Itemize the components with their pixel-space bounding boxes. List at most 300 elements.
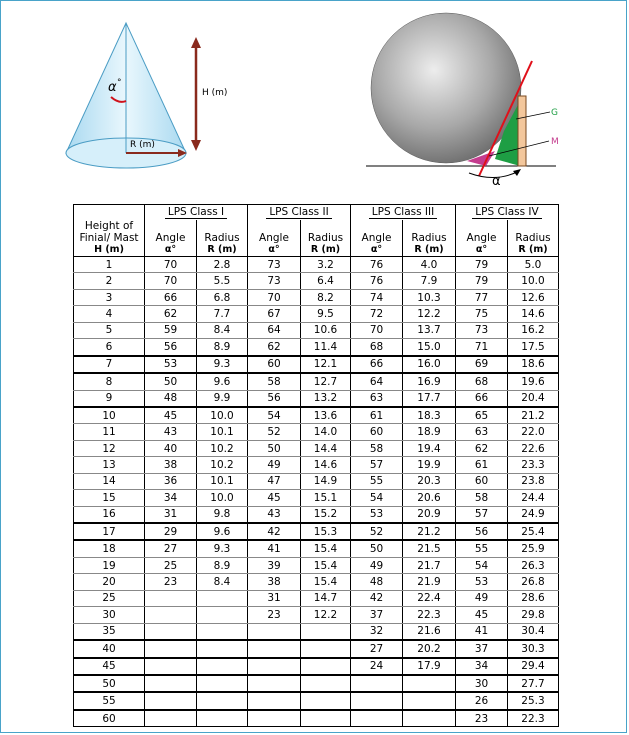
angle-cell: 62 <box>456 440 508 456</box>
table-row <box>74 273 559 289</box>
radius-cell: 21.7 <box>403 557 456 573</box>
radius-cell: 9.6 <box>197 523 248 540</box>
radius-cell: 10.3 <box>403 289 456 305</box>
angle-cell: 50 <box>248 440 301 456</box>
radius-cell: 8.4 <box>197 574 248 590</box>
angle-cell <box>248 675 301 692</box>
angle-cell: 76 <box>351 257 403 273</box>
radius-cell <box>301 658 351 675</box>
angle-cell <box>248 623 301 640</box>
radius-cell <box>403 710 456 727</box>
radius-cell <box>403 675 456 692</box>
angle-cell: 45 <box>456 607 508 623</box>
radius-cell: 16.9 <box>403 373 456 390</box>
table-row <box>74 623 559 640</box>
radius-cell <box>197 658 248 675</box>
angle-cell: 67 <box>248 306 301 322</box>
angle-cell: 27 <box>351 640 403 657</box>
table-row <box>74 390 559 407</box>
angle-cell <box>145 658 197 675</box>
cone-diagram <box>66 23 227 168</box>
angle-cell: 30 <box>456 675 508 692</box>
angle-cell: 47 <box>248 473 301 489</box>
angle-header: Angle <box>456 220 508 244</box>
angle-cell: 68 <box>456 373 508 390</box>
angle-cell: 68 <box>351 339 403 356</box>
radius-cell: 15.4 <box>301 557 351 573</box>
angle-cell <box>248 692 301 709</box>
angle-cell: 55 <box>351 473 403 489</box>
radius-cell: 13.6 <box>301 407 351 424</box>
angle-cell: 34 <box>145 490 197 506</box>
radius-cell: 11.4 <box>301 339 351 356</box>
radius-cell: 21.2 <box>403 523 456 540</box>
radius-cell: 21.5 <box>403 540 456 557</box>
angle-cell: 62 <box>248 339 301 356</box>
angle-cell: 53 <box>145 356 197 373</box>
lps-table <box>73 204 559 727</box>
angle-cell: 25 <box>145 557 197 573</box>
table-row <box>74 540 559 557</box>
radius-header: Radius <box>301 220 351 244</box>
radius-cell: 8.9 <box>197 557 248 573</box>
angle-cell: 79 <box>456 257 508 273</box>
radius-cell: 2.8 <box>197 257 248 273</box>
height-cell: 45 <box>74 658 145 675</box>
radius-cell: 26.8 <box>508 574 559 590</box>
angle-header: Angle <box>145 220 197 244</box>
angle-cell <box>351 675 403 692</box>
angle-cell: 43 <box>248 506 301 523</box>
table-row <box>74 710 559 727</box>
diagrams <box>1 1 628 201</box>
angle-cell: 31 <box>145 506 197 523</box>
radius-header: Radius <box>508 220 559 244</box>
radius-cell: 19.9 <box>403 457 456 473</box>
radius-cell: 18.6 <box>508 356 559 373</box>
angle-cell: 70 <box>145 257 197 273</box>
radius-unit: R (m) <box>508 244 559 257</box>
angle-cell: 40 <box>145 440 197 456</box>
radius-cell: 10.1 <box>197 424 248 440</box>
angle-unit: α° <box>145 244 197 257</box>
angle-cell: 58 <box>248 373 301 390</box>
height-cell: 6 <box>74 339 145 356</box>
angle-cell: 60 <box>351 424 403 440</box>
class-header: LPS Class III <box>351 205 456 221</box>
angle-cell: 31 <box>248 590 301 606</box>
radius-cell: 21.2 <box>508 407 559 424</box>
angle-cell: 49 <box>351 557 403 573</box>
angle-cell: 45 <box>145 407 197 424</box>
radius-cell: 14.7 <box>301 590 351 606</box>
angle-cell: 43 <box>145 424 197 440</box>
radius-cell <box>197 640 248 657</box>
radius-cell: 15.4 <box>301 574 351 590</box>
angle-cell: 74 <box>351 289 403 305</box>
height-cell: 9 <box>74 390 145 407</box>
radius-cell: 10.0 <box>197 490 248 506</box>
angle-cell: 70 <box>248 289 301 305</box>
radius-cell: 9.8 <box>197 506 248 523</box>
angle-cell: 49 <box>248 457 301 473</box>
radius-unit: R (m) <box>301 244 351 257</box>
height-cell: 10 <box>74 407 145 424</box>
angle-cell: 53 <box>456 574 508 590</box>
angle-cell: 73 <box>456 322 508 338</box>
table-row <box>74 607 559 623</box>
radius-cell: 10.6 <box>301 322 351 338</box>
angle-cell: 73 <box>248 257 301 273</box>
angle-cell: 36 <box>145 473 197 489</box>
radius-cell: 6.4 <box>301 273 351 289</box>
radius-cell: 23.8 <box>508 473 559 489</box>
angle-cell: 50 <box>145 373 197 390</box>
height-cell: 14 <box>74 473 145 489</box>
radius-cell: 22.3 <box>508 710 559 727</box>
angle-cell <box>145 623 197 640</box>
angle-cell: 38 <box>248 574 301 590</box>
angle-unit: α° <box>456 244 508 257</box>
height-cell: 15 <box>74 490 145 506</box>
table-row <box>74 289 559 305</box>
height-cell: 60 <box>74 710 145 727</box>
radius-label: R (m) <box>130 140 155 150</box>
radius-cell: 30.3 <box>508 640 559 657</box>
radius-cell: 20.2 <box>403 640 456 657</box>
radius-cell: 20.3 <box>403 473 456 489</box>
radius-cell <box>301 692 351 709</box>
height-unit: H (m) <box>74 244 145 257</box>
radius-cell: 9.5 <box>301 306 351 322</box>
cone-degree-mark: ° <box>117 78 122 88</box>
height-cell: 4 <box>74 306 145 322</box>
angle-cell: 56 <box>145 339 197 356</box>
table-row <box>74 574 559 590</box>
sphere-diagram <box>366 13 559 189</box>
angle-cell: 62 <box>145 306 197 322</box>
angle-cell: 37 <box>351 607 403 623</box>
height-cell: 1 <box>74 257 145 273</box>
angle-cell: 57 <box>351 457 403 473</box>
angle-cell: 49 <box>456 590 508 606</box>
table-row <box>74 658 559 675</box>
radius-cell: 10.2 <box>197 440 248 456</box>
radius-cell: 15.4 <box>301 540 351 557</box>
height-cell: 13 <box>74 457 145 473</box>
table-row <box>74 692 559 709</box>
radius-cell <box>301 710 351 727</box>
angle-unit: α° <box>351 244 403 257</box>
angle-cell: 66 <box>145 289 197 305</box>
radius-cell: 24.4 <box>508 490 559 506</box>
height-cell: 55 <box>74 692 145 709</box>
angle-cell: 61 <box>456 457 508 473</box>
radius-cell: 10.1 <box>197 473 248 489</box>
angle-cell <box>145 590 197 606</box>
radius-cell: 23.3 <box>508 457 559 473</box>
angle-cell: 56 <box>248 390 301 407</box>
angle-cell: 58 <box>351 440 403 456</box>
table-row <box>74 424 559 440</box>
table-row <box>74 322 559 338</box>
angle-cell: 59 <box>145 322 197 338</box>
radius-cell: 7.7 <box>197 306 248 322</box>
angle-cell <box>145 710 197 727</box>
radius-cell: 13.2 <box>301 390 351 407</box>
table-row <box>74 523 559 540</box>
height-cell: 16 <box>74 506 145 523</box>
angle-cell: 65 <box>456 407 508 424</box>
angle-cell: 23 <box>248 607 301 623</box>
height-label: H (m) <box>202 88 228 98</box>
table-row <box>74 557 559 573</box>
angle-cell: 53 <box>351 506 403 523</box>
g-label: G <box>551 108 558 118</box>
angle-cell <box>351 692 403 709</box>
radius-cell: 14.0 <box>301 424 351 440</box>
angle-cell: 48 <box>351 574 403 590</box>
radius-unit: R (m) <box>403 244 456 257</box>
radius-cell <box>197 623 248 640</box>
height-header <box>74 220 145 244</box>
radius-cell: 6.8 <box>197 289 248 305</box>
angle-cell: 64 <box>248 322 301 338</box>
angle-cell: 79 <box>456 273 508 289</box>
height-cell: 8 <box>74 373 145 390</box>
radius-cell: 10.0 <box>197 407 248 424</box>
angle-cell: 38 <box>145 457 197 473</box>
angle-cell: 54 <box>248 407 301 424</box>
angle-cell: 45 <box>248 490 301 506</box>
radius-cell: 28.6 <box>508 590 559 606</box>
angle-cell: 61 <box>351 407 403 424</box>
angle-cell <box>145 607 197 623</box>
radius-cell: 14.6 <box>508 306 559 322</box>
height-cell: 7 <box>74 356 145 373</box>
table-row <box>74 506 559 523</box>
table-row <box>74 339 559 356</box>
radius-cell: 19.4 <box>403 440 456 456</box>
table-row <box>74 306 559 322</box>
radius-cell <box>197 710 248 727</box>
class-header: LPS Class I <box>145 205 248 221</box>
angle-cell: 58 <box>456 490 508 506</box>
angle-cell: 50 <box>351 540 403 557</box>
radius-cell <box>197 675 248 692</box>
radius-cell: 17.7 <box>403 390 456 407</box>
radius-cell: 25.4 <box>508 523 559 540</box>
angle-cell: 70 <box>145 273 197 289</box>
angle-cell: 56 <box>456 523 508 540</box>
radius-cell: 15.0 <box>403 339 456 356</box>
radius-cell: 14.4 <box>301 440 351 456</box>
radius-cell: 9.3 <box>197 356 248 373</box>
table-row <box>74 457 559 473</box>
angle-cell: 41 <box>248 540 301 557</box>
m-label: M <box>551 137 559 147</box>
radius-cell: 8.2 <box>301 289 351 305</box>
table-row <box>74 356 559 373</box>
radius-cell: 15.1 <box>301 490 351 506</box>
angle-unit: α° <box>248 244 301 257</box>
angle-cell <box>351 710 403 727</box>
angle-cell: 52 <box>351 523 403 540</box>
radius-cell: 10.0 <box>508 273 559 289</box>
radius-cell: 12.6 <box>508 289 559 305</box>
angle-cell: 73 <box>248 273 301 289</box>
height-cell: 30 <box>74 607 145 623</box>
radius-cell <box>301 675 351 692</box>
radius-cell <box>197 607 248 623</box>
radius-cell: 16.0 <box>403 356 456 373</box>
radius-cell: 20.4 <box>508 390 559 407</box>
table-row <box>74 675 559 692</box>
radius-cell: 24.9 <box>508 506 559 523</box>
table-row <box>74 590 559 606</box>
height-cell: 35 <box>74 623 145 640</box>
radius-cell: 14.6 <box>301 457 351 473</box>
angle-cell: 63 <box>456 424 508 440</box>
angle-cell: 52 <box>248 424 301 440</box>
class-header-row <box>74 205 559 221</box>
radius-cell: 22.6 <box>508 440 559 456</box>
height-cell: 40 <box>74 640 145 657</box>
radius-cell: 7.9 <box>403 273 456 289</box>
table-row <box>74 407 559 424</box>
angle-cell: 66 <box>456 390 508 407</box>
radius-cell: 20.6 <box>403 490 456 506</box>
angle-cell: 41 <box>456 623 508 640</box>
angle-cell: 24 <box>351 658 403 675</box>
angle-cell: 72 <box>351 306 403 322</box>
radius-cell: 12.2 <box>301 607 351 623</box>
angle-cell: 34 <box>456 658 508 675</box>
radius-cell <box>301 640 351 657</box>
angle-cell: 60 <box>248 356 301 373</box>
angle-cell: 55 <box>456 540 508 557</box>
height-cell: 3 <box>74 289 145 305</box>
height-cell: 2 <box>74 273 145 289</box>
table-row <box>74 490 559 506</box>
angle-cell: 32 <box>351 623 403 640</box>
radius-cell: 17.9 <box>403 658 456 675</box>
radius-cell: 30.4 <box>508 623 559 640</box>
radius-cell: 15.3 <box>301 523 351 540</box>
radius-cell <box>197 590 248 606</box>
angle-cell <box>145 640 197 657</box>
sphere-angle-label: α <box>492 174 501 189</box>
height-cell: 17 <box>74 523 145 540</box>
angle-cell: 75 <box>456 306 508 322</box>
angle-cell: 48 <box>145 390 197 407</box>
angle-cell: 23 <box>456 710 508 727</box>
radius-cell: 9.9 <box>197 390 248 407</box>
radius-cell: 18.9 <box>403 424 456 440</box>
radius-cell: 19.6 <box>508 373 559 390</box>
table-row <box>74 257 559 273</box>
radius-cell <box>197 692 248 709</box>
radius-cell: 21.6 <box>403 623 456 640</box>
angle-cell: 70 <box>351 322 403 338</box>
height-header-blank <box>74 205 145 221</box>
height-header-line: Height of <box>84 220 134 232</box>
angle-cell <box>145 675 197 692</box>
radius-unit: R (m) <box>197 244 248 257</box>
radius-cell: 22.0 <box>508 424 559 440</box>
radius-cell: 15.2 <box>301 506 351 523</box>
radius-cell: 10.2 <box>197 457 248 473</box>
height-arrowhead-top <box>191 37 201 48</box>
radius-cell: 26.3 <box>508 557 559 573</box>
class-header: LPS Class IV <box>456 205 559 221</box>
height-cell: 20 <box>74 574 145 590</box>
radius-cell: 25.3 <box>508 692 559 709</box>
angle-cell <box>145 692 197 709</box>
radius-cell: 8.9 <box>197 339 248 356</box>
radius-header: Radius <box>403 220 456 244</box>
radius-cell: 5.0 <box>508 257 559 273</box>
radius-cell: 12.1 <box>301 356 351 373</box>
sphere-angle-arrowhead <box>513 169 521 176</box>
angle-cell: 29 <box>145 523 197 540</box>
radius-cell: 17.5 <box>508 339 559 356</box>
table-row <box>74 640 559 657</box>
radius-cell: 29.8 <box>508 607 559 623</box>
angle-cell: 23 <box>145 574 197 590</box>
radius-cell: 29.4 <box>508 658 559 675</box>
angle-cell: 64 <box>351 373 403 390</box>
angle-cell <box>248 658 301 675</box>
angle-cell: 76 <box>351 273 403 289</box>
angle-cell: 39 <box>248 557 301 573</box>
angle-cell: 37 <box>456 640 508 657</box>
radius-cell: 14.9 <box>301 473 351 489</box>
angle-cell: 69 <box>456 356 508 373</box>
radius-header: Radius <box>197 220 248 244</box>
radius-cell: 13.7 <box>403 322 456 338</box>
angle-cell: 42 <box>248 523 301 540</box>
table-row <box>74 440 559 456</box>
radius-cell: 16.2 <box>508 322 559 338</box>
radius-cell: 12.7 <box>301 373 351 390</box>
table-row <box>74 473 559 489</box>
height-cell: 12 <box>74 440 145 456</box>
angle-header: Angle <box>248 220 301 244</box>
table-row <box>74 373 559 390</box>
class-header: LPS Class II <box>248 205 351 221</box>
radius-cell: 3.2 <box>301 257 351 273</box>
angle-cell: 57 <box>456 506 508 523</box>
radius-cell: 8.4 <box>197 322 248 338</box>
mast <box>518 96 526 166</box>
height-cell: 5 <box>74 322 145 338</box>
radius-cell: 12.2 <box>403 306 456 322</box>
angle-cell <box>248 640 301 657</box>
height-arrowhead-bottom <box>191 140 201 151</box>
angle-cell: 27 <box>145 540 197 557</box>
radius-cell: 5.5 <box>197 273 248 289</box>
rolling-sphere <box>371 13 521 163</box>
unit-header-row <box>74 244 559 257</box>
radius-cell <box>403 692 456 709</box>
radius-cell: 9.6 <box>197 373 248 390</box>
angle-header: Angle <box>351 220 403 244</box>
radius-cell: 4.0 <box>403 257 456 273</box>
radius-cell: 21.9 <box>403 574 456 590</box>
angle-cell: 66 <box>351 356 403 373</box>
radius-cell: 22.3 <box>403 607 456 623</box>
